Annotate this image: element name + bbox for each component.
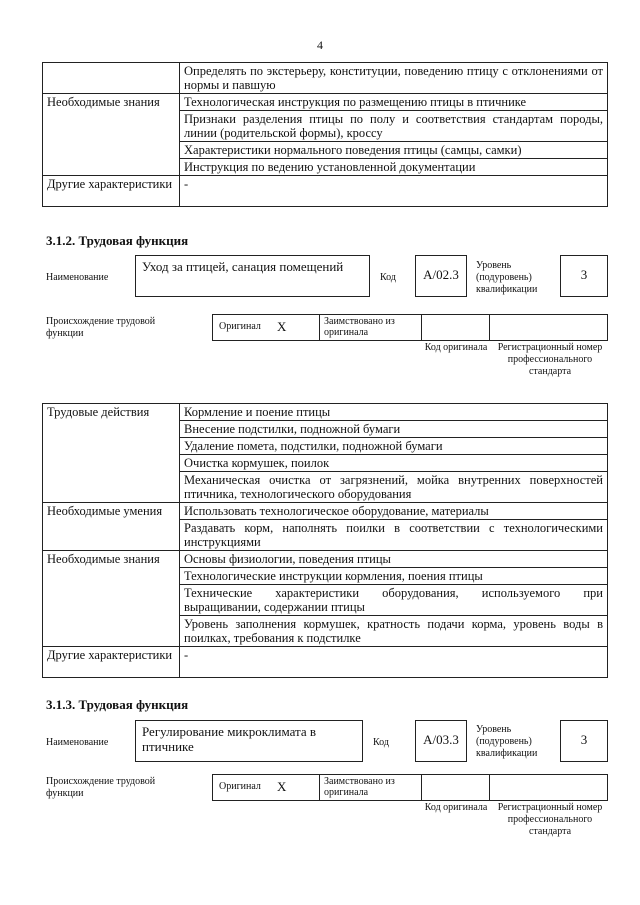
row-text: Кормление и поение птицы (180, 404, 608, 421)
row-text: Удаление помета, подстилки, подножной бумаги (180, 438, 608, 455)
table-row (43, 647, 608, 678)
row-text: Использовать технологическое оборудование, материалы (180, 503, 608, 520)
code-original-caption: Код оригинала (424, 342, 488, 353)
function-name: Регулирование микроклимата в птичнике (142, 724, 317, 754)
group-label: Трудовые действия (43, 404, 180, 503)
function-code: А/03.3 (423, 732, 459, 747)
top-knowledge-table (42, 62, 608, 207)
row-text: Технологическая инструкция по размещению птицы в птичнике (180, 94, 608, 111)
level-label: Уровень (подуровень) квалификации (476, 724, 538, 759)
original-label: Оригинал (219, 321, 261, 332)
level-box (560, 720, 608, 762)
row-text: Внесение подстилки, подножной бумаги (180, 421, 608, 438)
function-312-table (42, 403, 608, 678)
row-text: Инструкция по ведению установленной документации (180, 159, 608, 176)
borrowed-cell: Заимствовано из оригинала (320, 775, 422, 800)
row-text: Определять по экстерьеру, конституции, поведению птицу с отклонениями от нормы и павшую (180, 63, 608, 94)
reg-number-cell (490, 315, 607, 340)
function-name-box (135, 720, 363, 762)
original-mark: X (277, 319, 287, 334)
row-text: Признаки разделения птицы по полу и соответствия стандартам породы, линии (родительской формы), кроссу (180, 111, 608, 142)
table-row (43, 176, 608, 207)
row-text: Технологические инструкции кормления, поения птицы (180, 568, 608, 585)
table-row (43, 551, 608, 568)
table-row (43, 63, 608, 94)
reg-number-cell (490, 775, 607, 800)
row-label: Другие характеристики (43, 176, 180, 207)
origin-table (212, 314, 608, 341)
row-text: - (180, 647, 608, 678)
group-label: Необходимые знания (43, 551, 180, 647)
function-code-box (415, 255, 467, 297)
row-label (43, 63, 180, 94)
origin-label: Происхождение трудовой функции (46, 776, 156, 799)
code-label: Код (380, 272, 396, 283)
group-label: Другие характеристики (43, 647, 180, 678)
section-heading-313: 3.1.3. Трудовая функция (46, 697, 189, 712)
code-original-cell (422, 315, 490, 340)
code-original-cell (422, 775, 490, 800)
code-label: Код (373, 737, 389, 748)
row-text: - (180, 176, 608, 207)
function-name: Уход за птицей, санация помещений (142, 259, 344, 274)
page-number: 4 (317, 38, 323, 52)
table-row (43, 94, 608, 111)
level-value: 3 (580, 267, 588, 282)
row-text: Основы физиологии, поведения птицы (180, 551, 608, 568)
code-original-caption: Код оригинала (424, 802, 488, 813)
origin-label: Происхождение трудовой функции (46, 316, 156, 339)
level-label: Уровень (подуровень) квалификации (476, 260, 538, 295)
reg-number-caption: Регистрационный номер профессионального стандарта (497, 802, 603, 837)
table-row (43, 404, 608, 421)
original-label: Оригинал (219, 781, 261, 792)
level-value: 3 (580, 732, 588, 747)
row-text: Технические характеристики оборудования, используемого при выращивании, содержании птицы (180, 585, 608, 616)
row-text: Механическая очистка от загрязнений, мойка внутренних поверхностей птичника, технологического оборудования (180, 472, 608, 503)
row-text: Раздавать корм, наполнять поилки в соответствии с технологическими инструкциями (180, 520, 608, 551)
function-code-box (415, 720, 467, 762)
original-cell (213, 315, 320, 340)
row-text: Характеристики нормального поведения птицы (самцы, самки) (180, 142, 608, 159)
original-cell (213, 775, 320, 800)
level-box (560, 255, 608, 297)
row-label: Необходимые знания (43, 94, 180, 176)
row-text: Очистка кормушек, поилок (180, 455, 608, 472)
function-code: А/02.3 (423, 267, 459, 282)
row-text: Уровень заполнения кормушек, кратность подачи корма, уровень воды в поилках, требования к подстилке (180, 616, 608, 647)
section-heading-312: 3.1.2. Трудовая функция (46, 233, 189, 248)
table-row (43, 503, 608, 520)
borrowed-cell: Заимствовано из оригинала (320, 315, 422, 340)
origin-table (212, 774, 608, 801)
reg-number-caption: Регистрационный номер профессионального стандарта (497, 342, 603, 377)
name-label: Наименование (46, 737, 109, 748)
name-label: Наименование (46, 272, 109, 283)
function-name-box (135, 255, 370, 297)
original-mark: X (277, 779, 287, 794)
group-label: Необходимые умения (43, 503, 180, 551)
